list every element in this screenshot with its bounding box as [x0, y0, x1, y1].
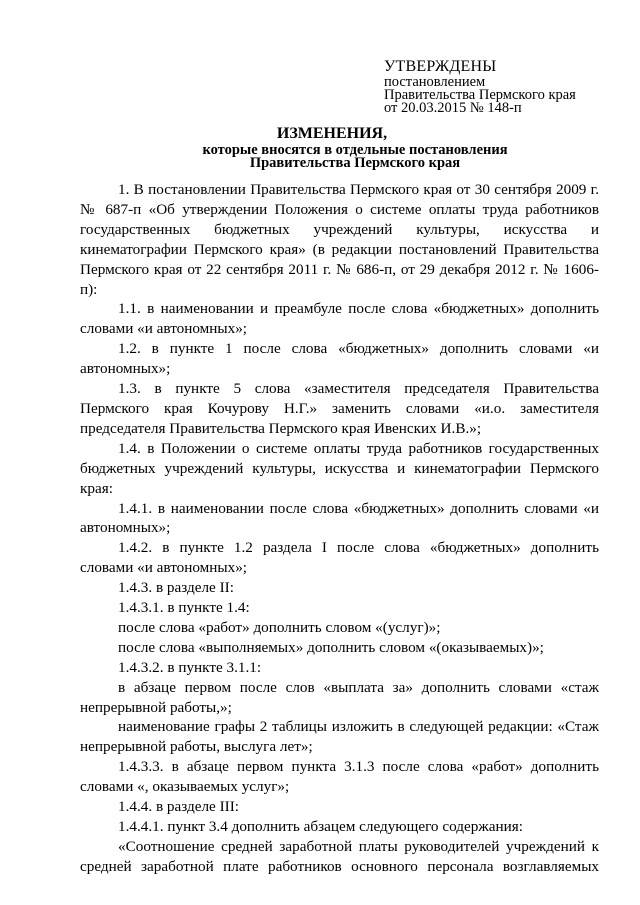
approval-line-2: Правительства Пермского края [384, 87, 576, 103]
approval-stamp [384, 58, 624, 115]
document-title: ИЗМЕНЕНИЯ, [276, 125, 388, 142]
paragraph-1-4-4-1: 1.4.4.1. пункт 3.4 дополнить абзацем следующего содержания: [118, 818, 523, 835]
paragraph-1: 1. В постановлении Правительства Пермского края от 30 сентября 2009 г. № 687-п «Об утверждении Положения о системе оплаты труда работников государственных бюджетных учреждений культуры, искусства и кинематографии Пермского края» (в редакции постановлений Правительства Пермского края от 22 сентября 2011 г. № 686-п, от 29 декабря 2012 г. № 1606-п): [80, 181, 599, 298]
document-subtitle-1: которые вносятся в отдельные постановления [202, 142, 508, 158]
paragraph-1-2: 1.2. в пункте 1 после слова «бюджетных» дополнить словами «и автономных»; [80, 340, 599, 378]
paragraph-1-4-3-1: 1.4.3.1. в пункте 1.4: [118, 599, 250, 617]
paragraph-1-4-1: 1.4.1. в наименовании после слова «бюджетных» дополнить словами «и автономных»; [80, 499, 599, 537]
approval-heading: УТВЕРЖДЕНЫ [384, 58, 497, 75]
paragraph-1-4-3-3: 1.4.3.3. в абзаце первом пункта 3.1.3 после слова «работ» дополнить словами «, оказываемых услуг»; [80, 758, 599, 796]
paragraph-1-1: 1.1. в наименовании и преамбуле после слова «бюджетных» дополнить словами «и автономных»; [80, 300, 599, 338]
document-body [80, 180, 599, 877]
paragraph-1-4: 1.4. в Положении о системе оплаты труда работников государственных бюджетных учреждений культуры, искусства и кинематографии Пермского края: [80, 439, 599, 497]
paragraph-1-4-4: 1.4.4. в разделе III: [118, 798, 239, 816]
paragraph-after-performed: после слова «выполняемых» дополнить словом «(оказываемых)»; [118, 638, 544, 656]
paragraph-1-3: 1.3. в пункте 5 слова «заместителя председателя Правительства Пермского края Кочурову Н.Г.» заменить словами «и.о. заместителя председателя Правительства Пермского края Ивенских И.В.»; [80, 380, 599, 437]
paragraph-1-4-2: 1.4.2. в пункте 1.2 раздела I после слова «бюджетных» дополнить словами «и автономных»; [80, 539, 599, 577]
paragraph-ratio-quote: «Соотношение средней заработной платы руководителей учреждений к средней заработной плате работников основного персонала возглавляемых [80, 837, 599, 875]
approval-line-3: от 20.03.2015 № 148-п [384, 100, 522, 116]
document-subtitle-2: Правительства Пермского края [249, 154, 461, 171]
document-title-block [0, 124, 640, 169]
paragraph-1-4-3: 1.4.3. в разделе II: [118, 579, 234, 597]
paragraph-1-4-3-2: 1.4.3.2. в пункте 3.1.1: [118, 658, 262, 676]
paragraph-after-work: после слова «работ» дополнить словом «(услуг)»; [118, 618, 441, 636]
paragraph-column-2-name: наименование графы 2 таблицы изложить в следующей редакции: «Стаж непрерывной работы, выслуга лет»; [80, 718, 599, 756]
approval-line-1: постановлением [384, 74, 486, 90]
paragraph-first-abzac: в абзаце первом после слов «выплата за» дополнить словами «стаж непрерывной работы,»; [80, 678, 599, 716]
